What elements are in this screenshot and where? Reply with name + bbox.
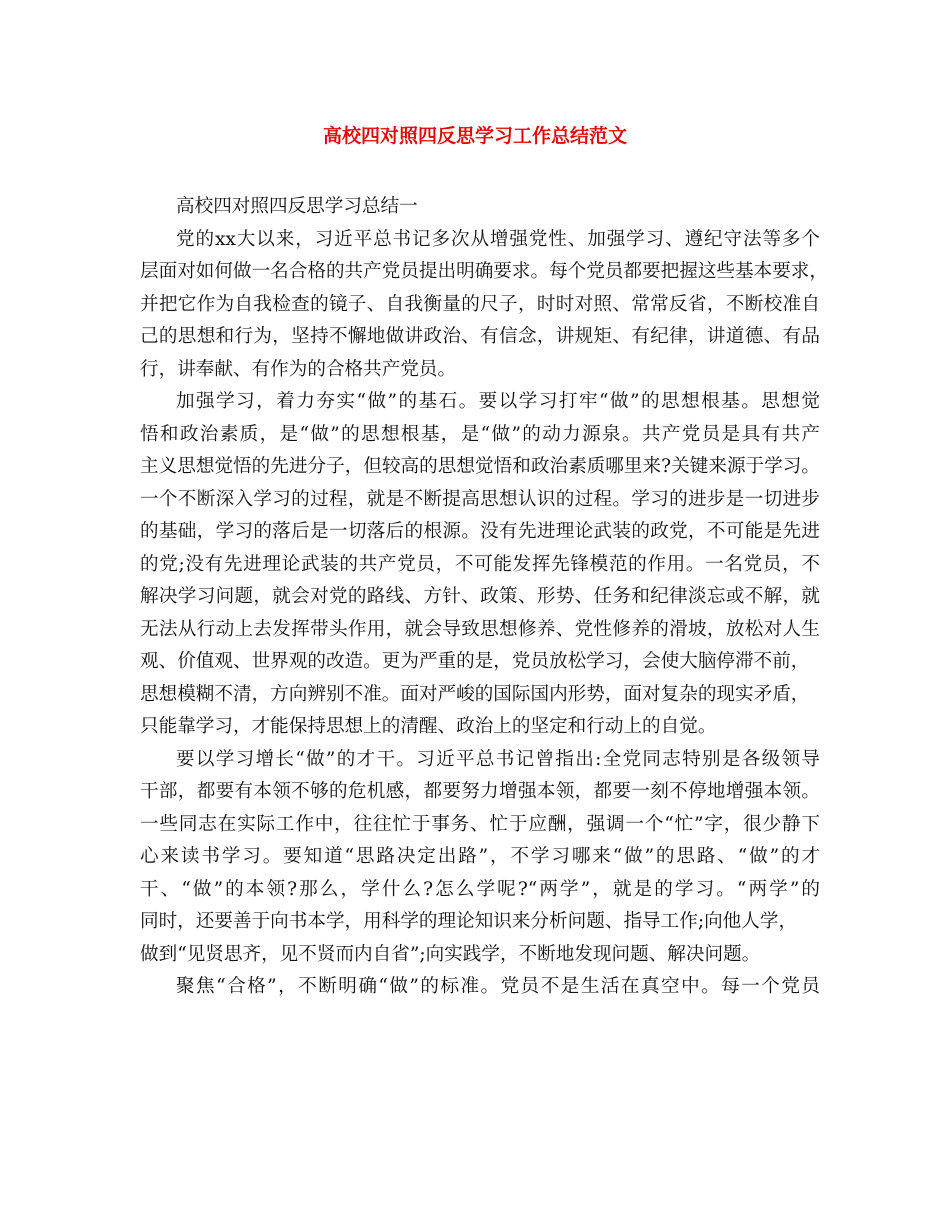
document-body [140,191,828,1004]
text-line: 层面对如何做一名合格的共产党员提出明确要求。每个党员都要把握这些基本要求， [140,261,828,282]
text-line: 行，讲奉献、有作为的合格共产党员。 [140,358,457,380]
text-line: 主义思想觉悟的先进分子，但较高的思想觉悟和政治素质哪里来?关键来源于学习。 [140,456,820,477]
text-line: 的党;没有先进理论武装的共产党员，不可能发挥先锋模范的作用。一名党员，不 [140,553,820,575]
text-line: 党的xx大以来，习近平总书记多次从增强党性、加强学习、遵纪守法等多个 [176,228,820,250]
text-line: 加强学习，着力夯实“做”的基石。要以学习打牢“做”的思想根基。思想觉 [176,391,820,412]
text-line: 观、价值观、世界观的改造。更为严重的是，党员放松学习，会使大脑停滞不前， [140,651,810,672]
text-line: 解决学习问题，就会对党的路线、方针、政策、形势、任务和纪律淡忘或不解，就 [140,586,820,607]
text-line: 并把它作为自我检查的镜子、自我衡量的尺子，时时对照、常常反省，不断校准自 [140,293,820,315]
text-line: 一些同志在实际工作中，往往忙于事务、忙于应酬，强调一个“忙”字，很少静下 [140,813,820,835]
text-line: 做到“见贤思齐，见不贤而内自省”;向实践学，不断地发现问题、解决问题。 [140,943,761,965]
text-line: 无法从行动上去发挥带头作用，就会导致思想修养、党性修养的滑坡，放松对人生 [140,618,820,640]
text-line: 心来读书学习。要知道“思路决定出路”，不学习哪来“做”的思路、“做”的才 [140,846,820,867]
text-line: 干部，都要有本领不够的危机感，都要努力增强本领，都要一刻不停地增强本领。 [140,781,820,802]
text-line: 只能靠学习，才能保持思想上的清醒、政治上的坚定和行动上的自觉。 [140,716,717,737]
text-line: 干、“做”的本领?那么，学什么?怎么学呢?“两学”，就是的学习。“两学”的 [140,878,820,900]
document-title: 高校四对照四反思学习工作总结范文 [322,125,627,147]
text-line: 高校四对照四反思学习总结一 [176,196,418,217]
text-line: 的基础，学习的落后是一切落后的根源。没有先进理论武装的政党，不可能是先进 [140,521,820,542]
text-line: 要以学习增长“做”的才干。习近平总书记曾指出:全党同志特别是各级领导 [176,748,820,770]
text-line: 一个不断深入学习的过程，就是不断提高思想认识的过程。学习的进步是一切进步 [140,488,820,510]
text-line: 聚焦“合格”，不断明确“做”的标准。党员不是生活在真空中。每一个党员 [176,976,820,997]
text-line: 同时，还要善于向书本学，用科学的理论知识来分析问题、指导工作;向他人学， [140,911,798,932]
text-line: 悟和政治素质，是“做”的思想根基，是“做”的动力源泉。共产党员是具有共产 [140,423,820,445]
text-line: 己的思想和行为，坚持不懈地做讲政治、有信念，讲规矩、有纪律，讲道德、有品 [140,326,820,347]
text-line: 思想模糊不清，方向辨别不准。面对严峻的国际国内形势，面对复杂的现实矛盾， [140,683,810,705]
